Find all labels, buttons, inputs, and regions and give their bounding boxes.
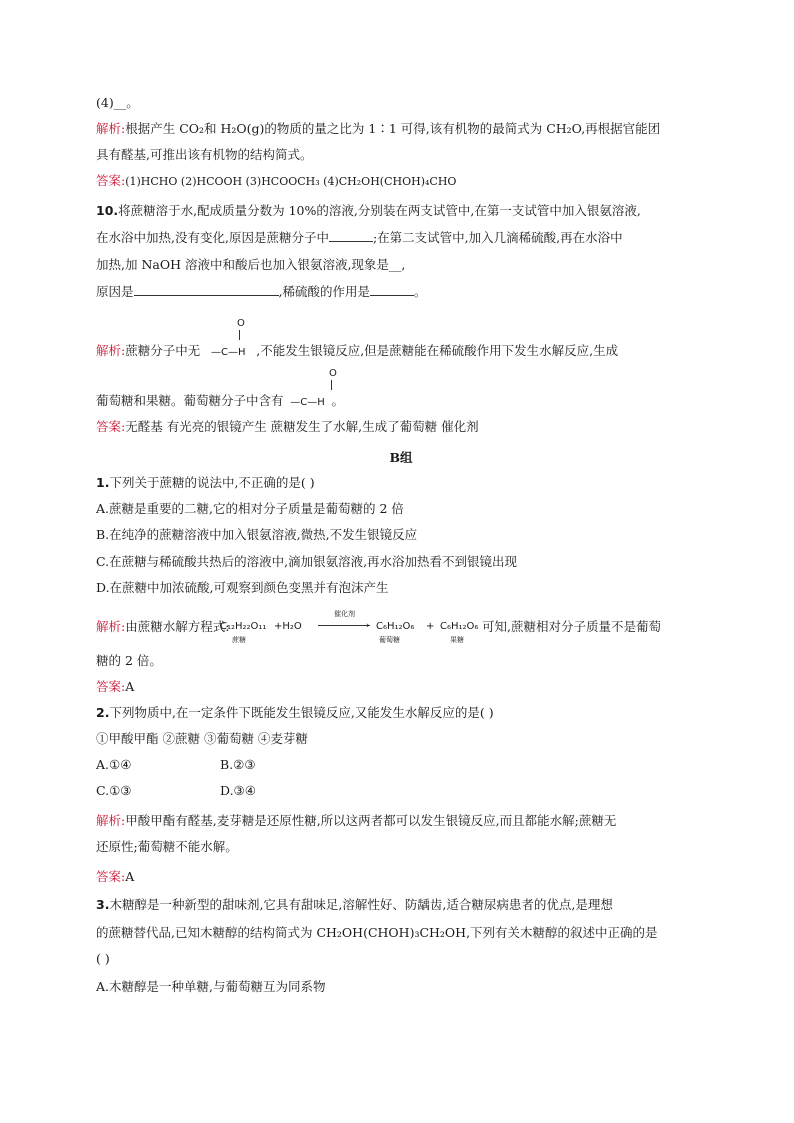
aldehyde-o-label: O [237, 318, 245, 329]
analysis-text: 。 [331, 393, 345, 408]
eq-arrow-head: › [366, 621, 370, 631]
q9-analysis-line-1 [96, 120, 660, 138]
question-text: ,稀硫酸的作用是 [278, 284, 370, 299]
answer-label: 答案: [96, 419, 126, 434]
b2-items: ①甲酸甲酯 ②蔗糖 ③葡萄糖 ④麦芽糖 [96, 731, 308, 746]
analysis-label: 解析: [96, 619, 126, 634]
b1-option-a: A.蔗糖是重要的二糖,它的相对分子质量是葡萄糖的 2 倍 [96, 501, 404, 516]
question-text: 下列关于蔗糖的说法中,不正确的是( ) [109, 475, 315, 490]
q10-line-3: 加热,加 NaOH 溶液中和酸后也加入银氨溶液,现象是__, [96, 257, 406, 272]
b1-analysis-line-2: 糖的 2 倍。 [96, 653, 162, 668]
q10-answer [96, 418, 479, 436]
q9-answer [96, 172, 456, 191]
eq-glucose: C₆H₁₂O₆ [376, 621, 415, 632]
aldehyde-o-label: O [329, 368, 337, 379]
analysis-text: 蔗糖分子中无 [125, 343, 201, 358]
eq-fructose: C₆H₁₂O₆ [440, 621, 479, 632]
answer-label: 答案: [96, 173, 126, 188]
b2-analysis-line-1 [96, 812, 616, 830]
b3-line-2: 的蔗糖替代品,已知木糖醇的结构简式为 CH₂OH(CHOH)₃CH₂OH,下列有关木糖醇的叙述中正确的是 [96, 925, 658, 940]
eq-plus: + [426, 621, 435, 632]
question-text: 将蔗糖溶于水,配成质量分数为 10%的溶液,分别装在两支试管中,在第一支试管中加入银氨溶液, [118, 203, 641, 218]
b2-option-a: A.①④ [96, 757, 132, 772]
aldehyde-group: —C—H [210, 347, 246, 358]
q10-line-2 [96, 229, 623, 247]
answer-label: 答案: [96, 869, 126, 884]
b1-answer [96, 678, 134, 696]
b2-answer [96, 868, 134, 886]
b2-option-b: B.②③ [220, 757, 256, 772]
eq-fructose-label: 果糖 [450, 636, 464, 644]
answer-blank[interactable] [329, 229, 373, 242]
analysis-text: 甲酸甲酯有醛基,麦芽糖是还原性糖,所以这两者都可以发生银镜反应,而且都能水解;蔗糖无 [125, 813, 617, 828]
answer-text: (1)HCHO (2)HCOOH (3)HCOOCH₃ (4)CH₂OH(CHOH)₄CHO [125, 175, 457, 188]
question-number: 3. [96, 897, 110, 912]
analysis-label: 解析: [96, 121, 126, 136]
b1-option-c: C.在蔗糖与稀硫酸共热后的溶液中,滴加银氨溶液,再水浴加热看不到银镜出现 [96, 554, 518, 569]
b3-line-1 [96, 896, 613, 914]
aldehyde-group: —C—H [290, 397, 325, 408]
eq-water: +H₂O [274, 621, 302, 632]
question-number: 1. [96, 475, 110, 490]
q10-analysis-line-1 [96, 342, 618, 362]
answer-text: 无醛基 有光亮的银镜产生 蔗糖发生了水解,生成了葡萄糖 催化剂 [125, 419, 479, 434]
answer-blank[interactable] [370, 283, 414, 296]
question-text: 木糖醇是一种新型的甜味剂,它具有甜味足,溶解性好、防龋齿,适合糖尿病患者的优点,是理想 [109, 897, 613, 912]
eq-arrow [318, 625, 370, 626]
eq-sucrose: C₁₂H₂₂O₁₁ [220, 621, 267, 632]
b2-option-c: C.①③ [96, 783, 132, 798]
q10-line-4 [96, 283, 427, 301]
answer-text: A [125, 869, 135, 884]
question-number: 2. [96, 705, 110, 720]
b2-stem [96, 704, 494, 722]
q10-line-1 [96, 202, 641, 220]
eq-condition: 催化剂 [334, 610, 355, 618]
b3-line-3: ( ) [96, 951, 110, 966]
b1-option-b: B.在纯净的蔗糖溶液中加入银氨溶液,微热,不发生银镜反应 [96, 527, 418, 542]
b1-stem [96, 474, 315, 492]
aldehyde-double-bond [331, 380, 333, 390]
question-text: 在水浴中加热,没有变化,原因是蔗糖分子中 [96, 230, 329, 245]
analysis-text: 由蔗糖水解方程式: [125, 619, 230, 634]
q10-analysis-line-2 [96, 392, 344, 412]
b1-analysis-line-1b: 可知,蔗糖相对分子质量不是葡萄 [482, 619, 661, 634]
question-text: 原因是 [96, 284, 134, 299]
answer-blank[interactable] [134, 283, 279, 296]
analysis-text: 根据产生 CO₂和 H₂O(g)的物质的量之比为 1∶1 可得,该有机物的最简式为 CH₂O,再根据官能团 [125, 121, 661, 136]
question-text: 。 [414, 284, 427, 299]
q9-tail: (4)__。 [96, 95, 139, 110]
b1-analysis-line-1 [96, 618, 229, 636]
b1-option-d: D.在蔗糖中加浓硫酸,可观察到颜色变黑并有泡沫产生 [96, 580, 389, 595]
analysis-label: 解析: [96, 813, 126, 828]
b3-option-a: A.木糖醇是一种单糖,与葡萄糖互为同系物 [96, 979, 326, 994]
section-heading: B组 [389, 450, 413, 465]
answer-label: 答案: [96, 679, 126, 694]
eq-sucrose-label: 蔗糖 [232, 636, 246, 644]
analysis-label: 解析: [96, 343, 126, 358]
aldehyde-double-bond [239, 330, 241, 340]
question-text: ;在第二支试管中,加入几滴稀硫酸,再在水浴中 [372, 230, 623, 245]
answer-text: A [125, 679, 135, 694]
question-text: 下列物质中,在一定条件下既能发生银镜反应,又能发生水解反应的是( ) [109, 705, 494, 720]
b2-option-d: D.③④ [220, 783, 256, 798]
question-number: 10. [96, 203, 119, 218]
b2-analysis-line-2: 还原性;葡萄糖不能水解。 [96, 839, 238, 854]
analysis-text: ,不能发生银镜反应,但是蔗糖能在稀硫酸作用下发生水解反应,生成 [256, 343, 619, 358]
q9-analysis-line-2: 具有醛基,可推出该有机物的结构简式。 [96, 147, 313, 162]
eq-glucose-label: 葡萄糖 [379, 636, 400, 644]
analysis-text: 葡萄糖和果糖。葡萄糖分子中含有 [96, 393, 284, 408]
